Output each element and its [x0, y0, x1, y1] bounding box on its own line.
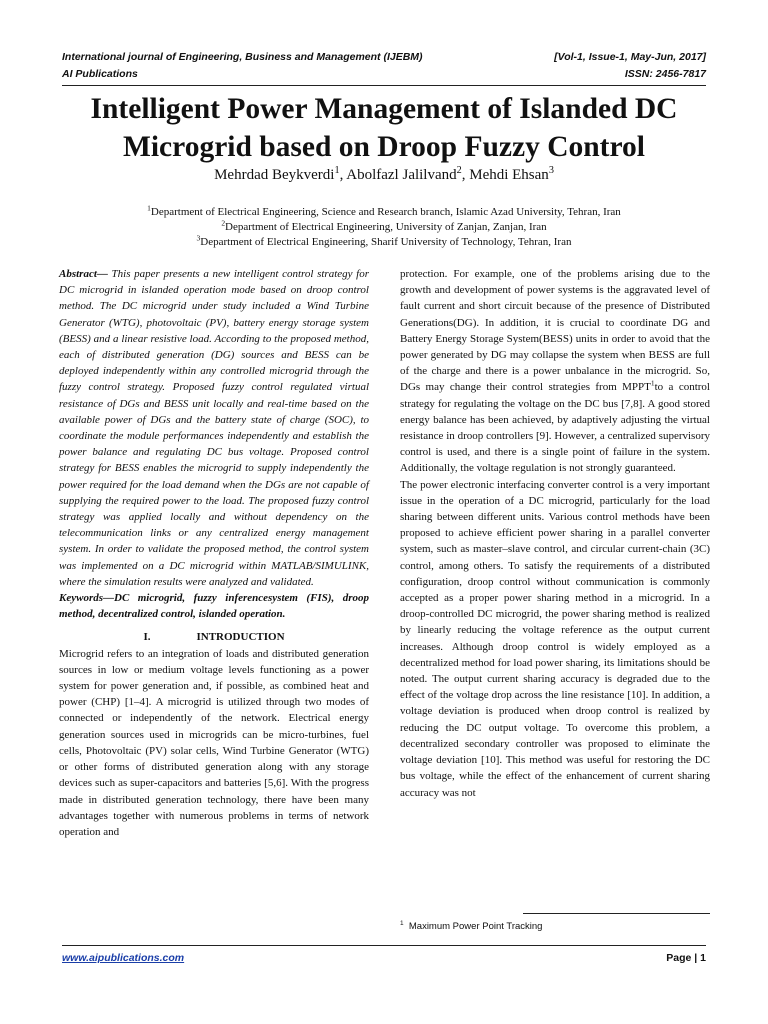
- author-list: Mehrdad Beykverdi$^1$, Abolfazl Jalilvand$^2$, Mehdi Ehsan$^3$: [214, 165, 554, 183]
- author-affil-mark: 1: [334, 165, 340, 176]
- affiliation: [40, 233, 728, 248]
- section-title: INTRODUCTION: [196, 631, 285, 644]
- abstract: [59, 266, 369, 590]
- body-text: protection. For example, one of the problems arising due to the growth and development of power systems is the aggravated level of fault current and short circuit because of the presence of Distributed Generations(DG). In addition, it is crucial to coordinate DG and Battery Energy Storage System(BESS) units in order to avoid that the power generated by DG may collapse the system when BESS are full of the charge and there is a power unbalance in the microgrid. So, DGs may change their control strategies from MPPT: [400, 268, 710, 394]
- author-name: Mehrdad Beykverdi: [214, 167, 335, 183]
- body-paragraph: The power electronic interfacing converter control is a very important issue in the operation of a DC microgrid, particularly for the load sharing between different units. Various control methods have been proposed to achieve efficient power sharing in a parallel converter system, such as master–slave control, and circular current-chain (3C) control, among others. To satisfy the requirements of a distributed configuration, droop control without communication is commonly accepted as a proper power sharing method in a microgrid. In a droop-controlled DC microgrid, the power sharing method is realized by linearly reducing the voltage reference as the output current increases. Although droop control is widely employed as a decentralized method for load power sharing, its limitations should be noted. The output current sharing accuracy is degraded due to the effect of the voltage drop across the line resistance [10]. In addition, a voltage deviation is produced when droop control is realized by reducing the DC output voltage. To overcome this problem, a decentralized secondary controller was proposed to eliminate the voltage deviation [10]. This method was useful for restoring the DC bus voltage, while the effect of the enhancement of current sharing accuracy was not: [400, 478, 710, 799]
- footnote-mark: 1: [650, 378, 655, 388]
- right-column: [400, 266, 710, 801]
- publisher-name: AI Publications: [62, 68, 138, 80]
- footnote: [400, 921, 542, 932]
- affiliation: [40, 203, 728, 218]
- body-paragraph: [400, 266, 710, 477]
- section-number: I.: [143, 631, 151, 644]
- author-name: Abolfazl Jalilvand: [346, 167, 457, 183]
- keywords: Keywords—DC microgrid, fuzzy inferencesystem (FIS), droop method, decentralized control, islanded operation.: [59, 592, 369, 621]
- footnote-rule: [523, 913, 710, 914]
- author-affil-mark: 2: [456, 165, 462, 176]
- affiliation: [40, 218, 728, 233]
- affiliation-text: Department of Electrical Engineering, Science and Research branch, Islamic Azad University, Tehran, Iran: [150, 206, 621, 218]
- issn: ISSN: 2456-7817: [624, 68, 706, 80]
- affiliation-mark: 2: [221, 218, 226, 228]
- title-line-2: Microgrid based on Droop Fuzzy Control: [123, 131, 645, 163]
- title-line-1: Intelligent Power Management of Islanded DC: [90, 93, 678, 125]
- header-rule: [62, 85, 706, 86]
- footnote-number: 1: [400, 919, 404, 927]
- footnote-text: Maximum Power Point Tracking: [408, 921, 543, 932]
- author-name: Mehdi Ehsan: [469, 167, 549, 183]
- body-text: to a control strategy for regulating the voltage on the DC bus [7,8]. A good stored energy balance has been achieved, by adaptively adjusting the virtual resistance in droop controllers [9]. However, a centralized supervisory control is used, and there is a single point of failure in the system. Additionally, the voltage regulation is not strongly guaranteed.: [400, 381, 710, 475]
- author-affil-mark: 3: [548, 165, 554, 176]
- affiliation-text: Department of Electrical Engineering, Sharif University of Technology, Tehran, Iran: [200, 236, 572, 248]
- affiliation-mark: 1: [147, 203, 151, 213]
- page-number: Page | 1: [666, 952, 706, 964]
- volume-info: [Vol-1, Issue-1, May-Jun, 2017]: [554, 51, 706, 63]
- affiliation-text: Department of Electrical Engineering, University of Zanjan, Zanjan, Iran: [225, 221, 547, 233]
- affiliation-mark: 3: [196, 233, 201, 243]
- journal-name: International journal of Engineering, Business and Management (IJEBM): [62, 51, 423, 63]
- website-link[interactable]: www.aipublications.com: [62, 952, 185, 964]
- section-heading: [59, 629, 369, 645]
- abstract-label: Abstract—: [59, 268, 108, 280]
- intro-paragraph: Microgrid refers to an integration of loads and distributed generation sources in low or medium voltage levels functioning as a power system for power generation and, if possible, as combined heat and power (CHP) [1–4]. A microgrid is utilized through two modes of connected or independently of the network. Electrical energy generation sources used in microgrids can be micro-turbines, fuel cells, Photovoltaic (PV) solar cells, Wind Turbine Generator (WTG) or other forms of distributed generation along with any storage devices such as super-capacitors and batteries [5,6]. With the progress made in distributed generation technology, there have been many advantages together with numerous problems in terms of network operation and: [59, 647, 369, 838]
- left-column: [59, 266, 369, 840]
- abstract-text: This paper presents a new intelligent control strategy for DC microgrid in islanded operation mode based on droop control method. The DC microgrid under study included a Wind Turbine Generator (WTG), photovoltaic (PV), battery energy storage system (BESS) and a linear resistive load. According to the proposed method, each of distributed generation (DG) sources and BESS can be deployed independently within any controlled microgrid through the fuzzy control strategy. Proposed fuzzy control regulated virtual resistance of DGs and BESS unit locally and real-time based on the available power of DGs and the battery state of charge (SOC), to coordinate the module performances independently and establish the power balance and regulating DC bus voltage. Proposed control strategy for BESS enables the microgrid to supply independently the power required for the load demand when the DGs are not capable of supplying the required power to the load. The proposed fuzzy control strategy was applied locally and without dependency on the telecommunication links or any centralized energy management system. In order to validate the proposed method, the control system was implemented on a DC microgrid within MATLAB/SIMULINK, where the simulation results were analyzed and validated.: [59, 268, 369, 588]
- footer-rule: [62, 945, 706, 946]
- paper-title: [40, 90, 728, 166]
